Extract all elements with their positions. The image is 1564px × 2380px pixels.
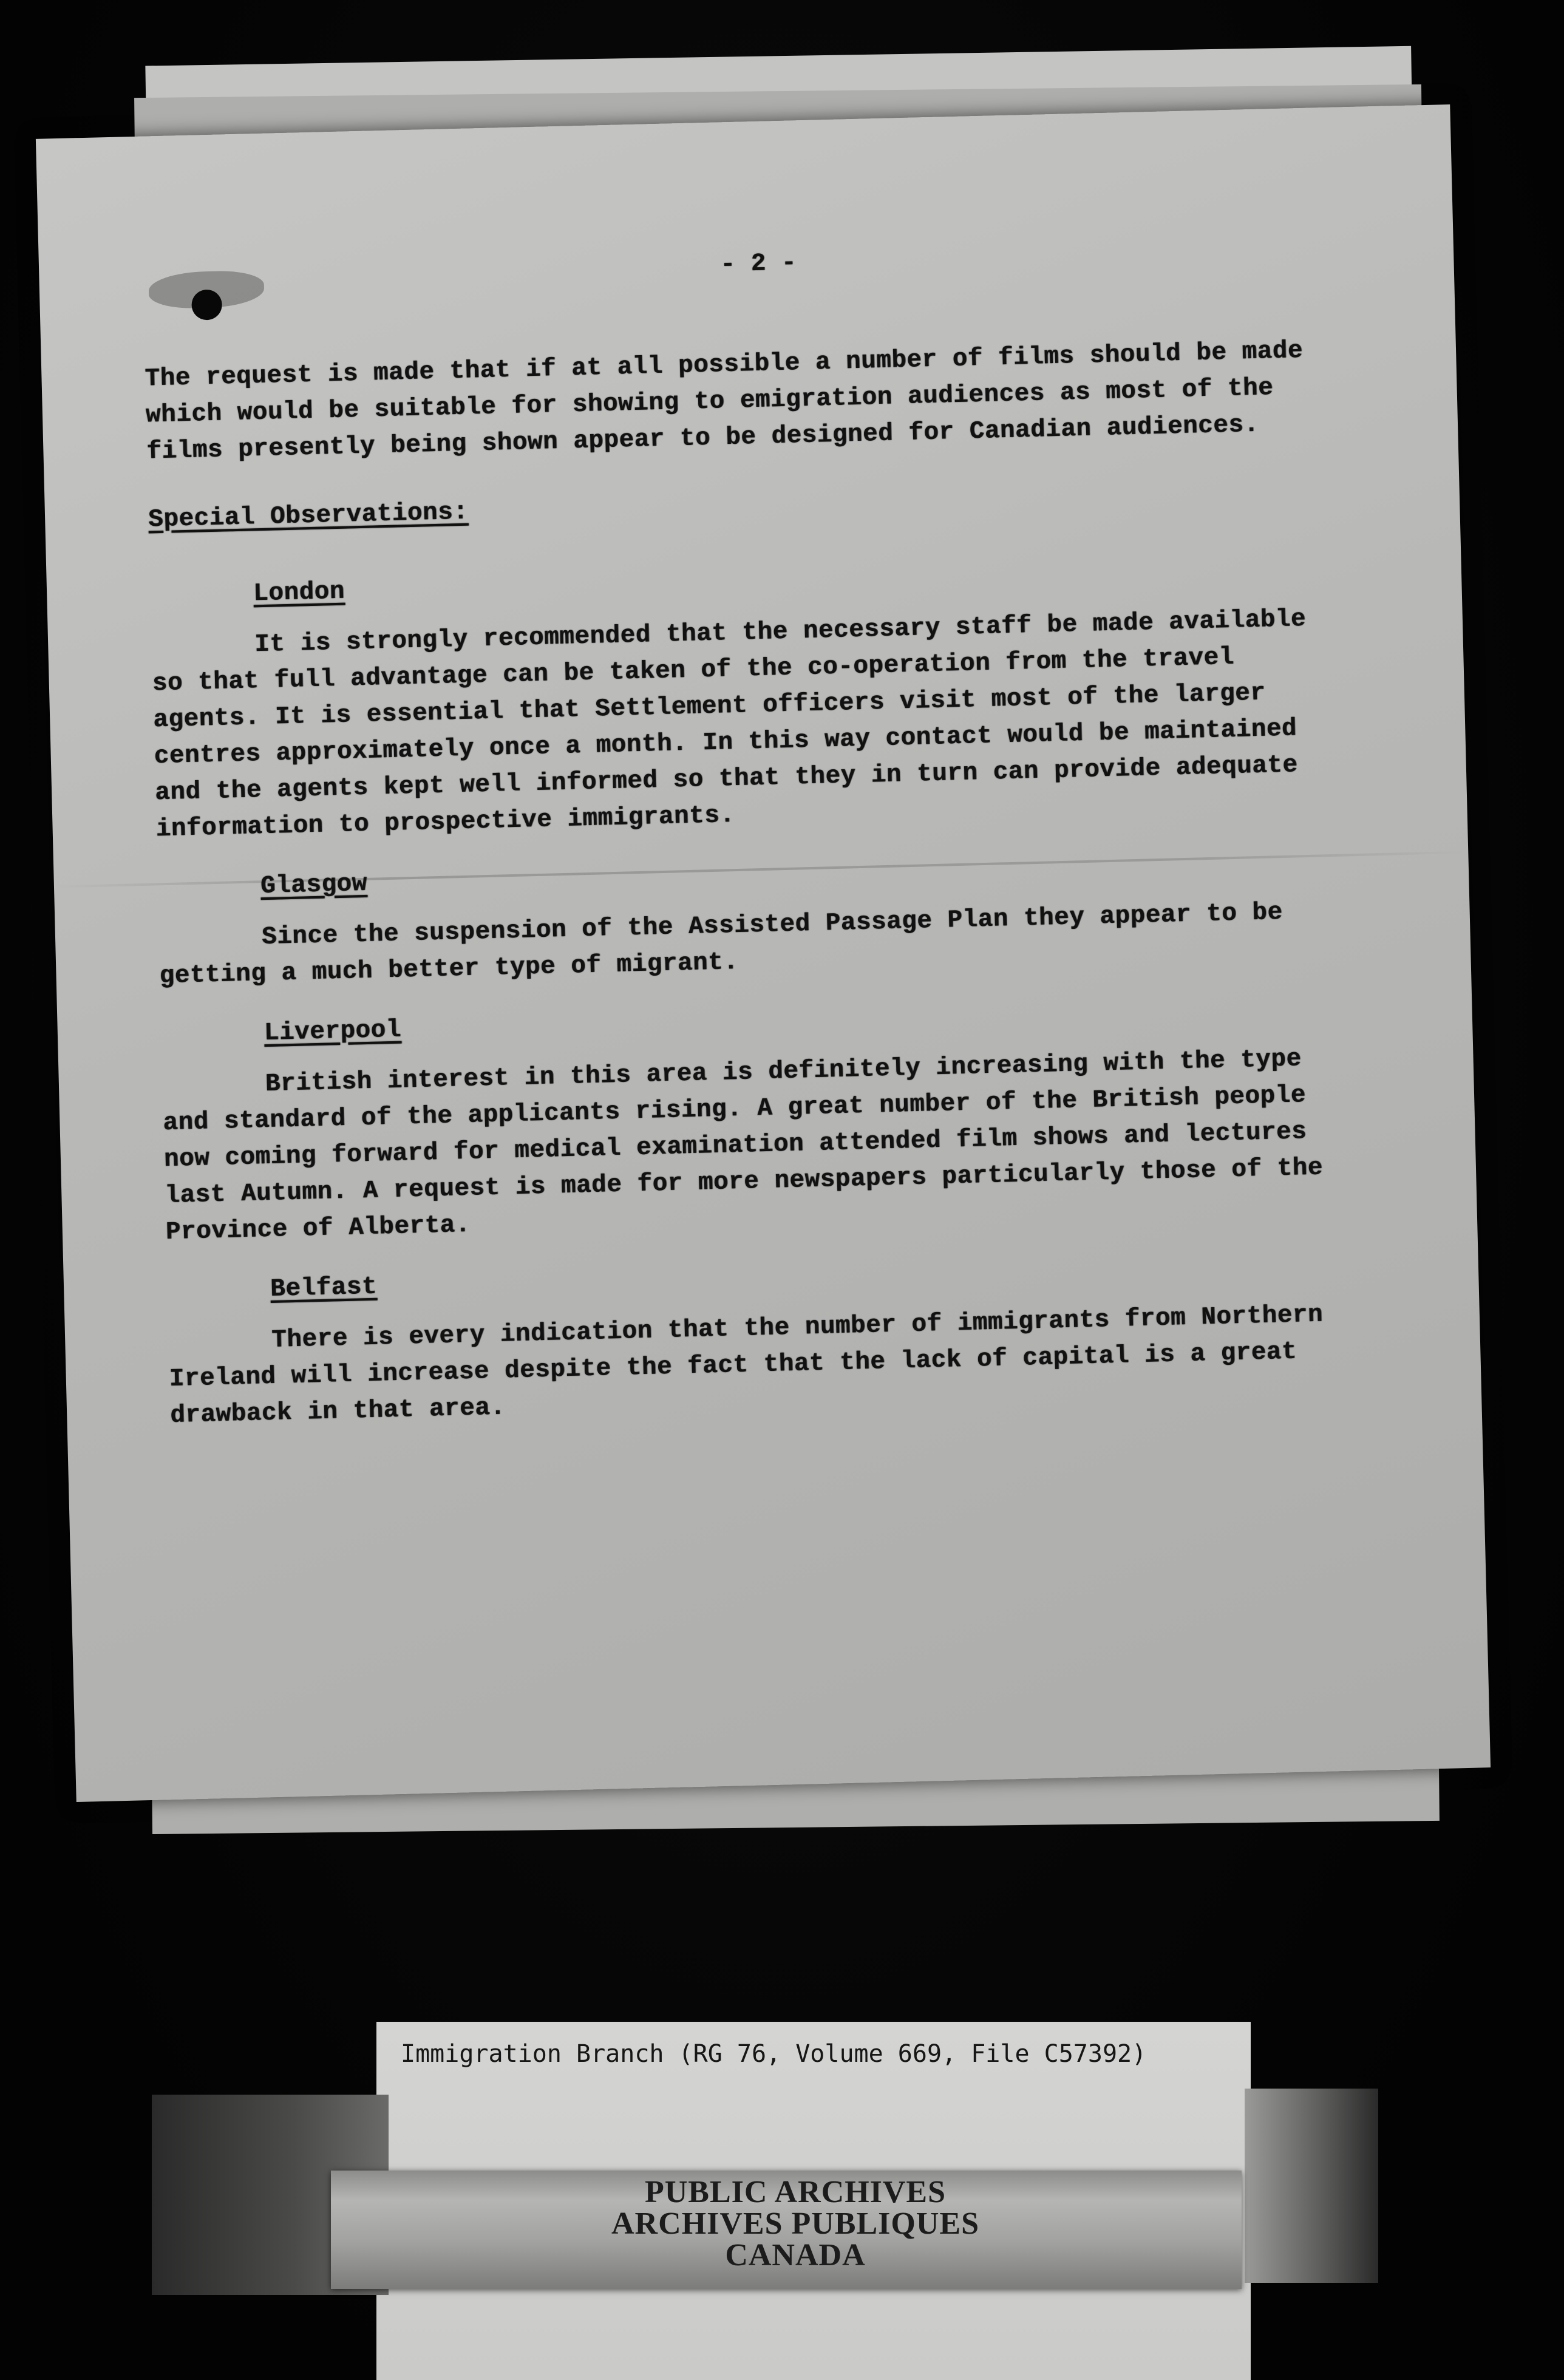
stamp-line: CANADA xyxy=(725,2238,866,2273)
section-body-belfast: There is every indication that the number of immigrants from Northern Ireland will increase despite the fact that the lack of capital is a great drawback in that area. xyxy=(169,1300,1339,1430)
special-observations-heading: Special Observations: xyxy=(148,498,469,534)
section-heading-london: London xyxy=(253,577,345,608)
section-body-glasgow: Since the suspension of the Assisted Passage Plan they appear to be getting a much better type of migrant. xyxy=(159,898,1299,991)
page-number: - 2 - xyxy=(719,249,797,279)
archives-stamp xyxy=(522,2177,1069,2271)
stamp-line: PUBLIC ARCHIVES xyxy=(644,2175,947,2209)
stamp-line: ARCHIVES PUBLIQUES xyxy=(611,2206,980,2241)
document-body xyxy=(142,232,1355,1434)
section-heading-liverpool: Liverpool xyxy=(264,1016,402,1048)
typed-page xyxy=(36,104,1491,1802)
binding-clip-right xyxy=(1245,2089,1378,2283)
archival-reference-text: Immigration Branch (RG 76, Volume 669, File C57392) xyxy=(401,2040,1147,2068)
section-body-liverpool: British interest in this area is definitely increasing with the type and standard of the applicants rising. A great number of the British people now coming forward for medical examination attended film shows and lectures last Autumn. A request is made for more newspapers particularly those of the Province of Alberta. xyxy=(162,1044,1339,1247)
section-heading-glasgow: Glasgow xyxy=(260,869,368,901)
intro-paragraph: The request is made that if at all possible a number of films should be made which would be suitable for showing to emigration audiences as most of the films presently being shown appear to be designed for Canadian audiences. xyxy=(144,336,1319,466)
section-body-london: It is strongly recommended that the necessary staff be made available so that full advantage can be taken of the co-operation from the travel agents. It is essential that Settlement officers visit most of the larger centres approximately once a month. In this way contact would be maintained and the agents kept well informed so that they in turn can provide adequate information to prospective immigrants. xyxy=(152,605,1322,844)
section-heading-belfast: Belfast xyxy=(270,1273,378,1304)
